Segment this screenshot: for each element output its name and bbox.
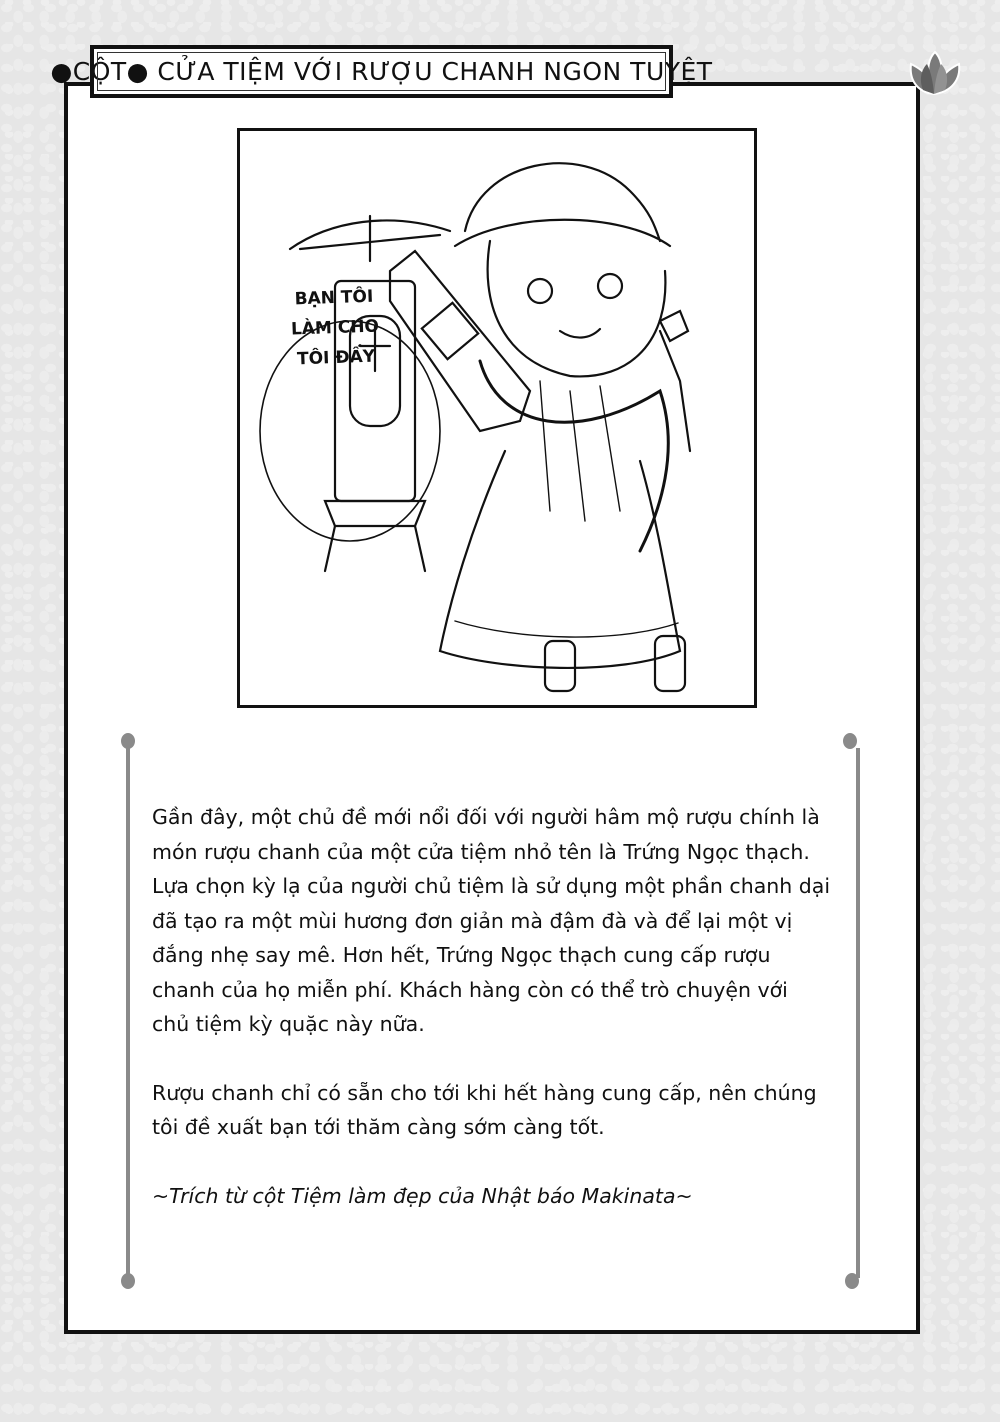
text-line: tôi đề xuất bạn tới thăm càng sớm càng tốt. bbox=[152, 1115, 605, 1139]
illustration-panel bbox=[237, 128, 757, 708]
article-body bbox=[152, 800, 852, 1247]
lotus-icon bbox=[905, 50, 963, 96]
text-line: Gần đây, một chủ đề mới nổi đối với người hâm mộ rượu chính là bbox=[152, 805, 820, 829]
pin-icon bbox=[121, 733, 135, 749]
column-title: ●CỘT● CỬA TIỆM VỚI RƯỢU CHANH NGON TUYỆT bbox=[50, 57, 713, 86]
text-line: chủ tiệm kỳ quặc này nữa. bbox=[152, 1012, 425, 1036]
text-line: đắng nhẹ say mê. Hơn hết, Trứng Ngọc thạch cung cấp rượu bbox=[152, 943, 771, 967]
text-line: đã tạo ra một mùi hương đơn giản mà đậm đà và để lại một vị bbox=[152, 908, 793, 933]
text-line: chanh của họ miễn phí. Khách hàng còn có thể trò chuyện với bbox=[152, 977, 788, 1002]
paragraph-2 bbox=[152, 1076, 852, 1145]
speech-line-3: TÔI ĐẤY bbox=[296, 346, 376, 370]
speech-line-1: BẠN TÔI bbox=[294, 286, 374, 310]
pin-icon bbox=[843, 733, 857, 749]
article-source bbox=[152, 1179, 852, 1214]
text-line: Lựa chọn kỳ lạ của người chủ tiệm là sử dụng một phần chanh dại bbox=[152, 874, 831, 898]
left-rail bbox=[126, 748, 130, 1278]
text-line: món rượu chanh của một cửa tiệm nhỏ tên là Trứng Ngọc thạch. bbox=[152, 839, 810, 864]
text-line: Rượu chanh chỉ có sẵn cho tới khi hết hàng cung cấp, nên chúng bbox=[152, 1080, 817, 1105]
speech-line-2: LÀM CHO bbox=[290, 316, 380, 340]
pin-icon bbox=[845, 1273, 859, 1289]
speech-bubble-text bbox=[278, 281, 391, 375]
column-title-box bbox=[50, 45, 713, 98]
source-line: ~Trích từ cột Tiệm làm đẹp của Nhật báo Makinata~ bbox=[152, 1183, 693, 1208]
child-with-bottle-drawing bbox=[240, 131, 754, 705]
paragraph-1 bbox=[152, 800, 852, 1042]
right-rail bbox=[856, 748, 860, 1278]
pin-icon bbox=[121, 1273, 135, 1289]
